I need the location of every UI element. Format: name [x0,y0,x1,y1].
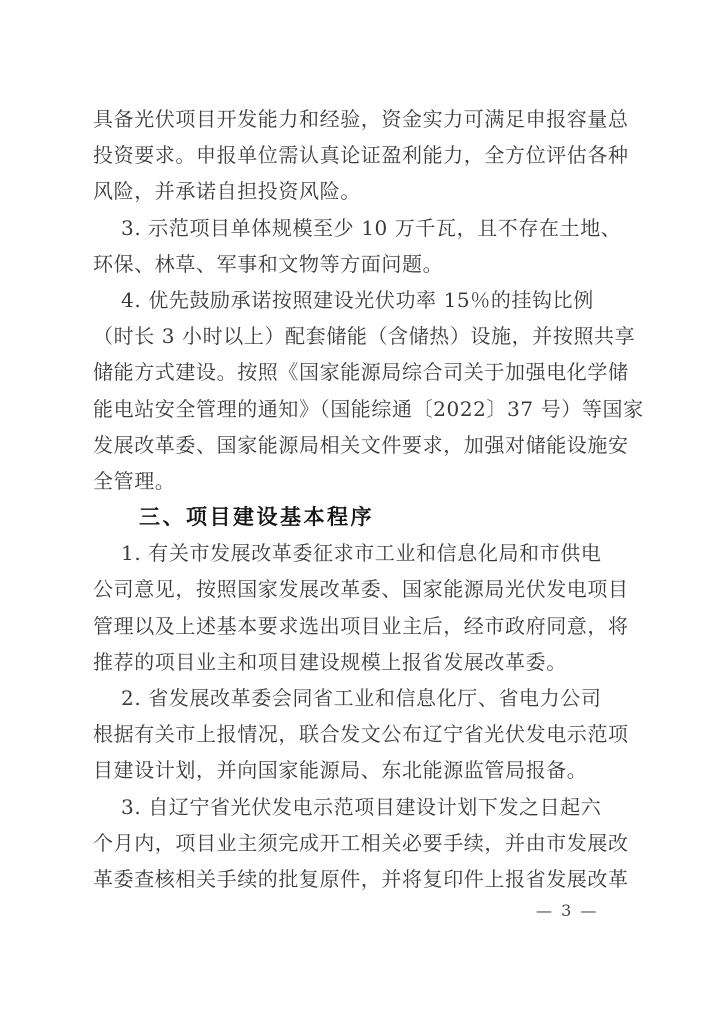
text-line: 能电站安全管理的通知》（国能综通〔2022〕37 号）等国家 [93,396,644,421]
text-line: 个月内，项目业主须完成开工相关必要手续，并由市发展改 [93,830,629,855]
text-line: 革委查核相关手续的批复原件，并将复印件上报省发展改革 [93,866,629,891]
text-line: 3. 自辽宁省光伏发电示范项目建设计划下发之日起六 [121,794,602,819]
text-line: 风险，并承诺自担投资风险。 [93,179,361,204]
text-line: 根据有关市上报情况，联合发文公布辽宁省光伏发电示范项 [93,722,629,747]
text-line: 3. 示范项目单体规模至少 10 万千瓦，且不存在土地、 [121,215,622,240]
text-line: 4. 优先鼓励承诺按照建设光伏功率 15％的挂钩比例 [121,287,594,312]
section-heading: 三、项目建设基本程序 [139,505,374,530]
text-line: 推荐的项目业主和项目建设规模上报省发展改革委。 [93,649,567,674]
text-line: 2. 省发展改革委会同省工业和信息化厅、省电力公司 [121,686,602,710]
text-line: 公司意见，按照国家发展改革委、国家能源局光伏发电项目 [93,577,629,602]
text-line: 具备光伏项目开发能力和经验，资金实力可满足申报容量总 [93,107,629,131]
text-line: 目建设计划，并向国家能源局、东北能源监管局报备。 [93,758,588,783]
text-line: （时长 3 小时以上）配套储能（含储热）设施，并按照共享 [93,324,636,349]
text-line: 发展改革委、国家能源局相关文件要求，加强对储能设施安 [93,432,629,457]
text-line: 投资要求。申报单位需认真论证盈利能力，全方位评估各种 [93,143,629,168]
text-line: 全管理。 [93,468,176,493]
text-line: 1. 有关市发展改革委征求市工业和信息化局和市供电 [121,541,602,566]
document-body [93,101,644,897]
text-line: 管理以及上述基本要求选出项目业主后，经市政府同意，将 [93,613,629,638]
text-line: 环保、林草、军事和文物等方面问题。 [93,251,444,276]
page-number: — 3 — [536,901,599,920]
text-line: 储能方式建设。按照《国家能源局综合司关于加强电化学储 [93,360,629,385]
